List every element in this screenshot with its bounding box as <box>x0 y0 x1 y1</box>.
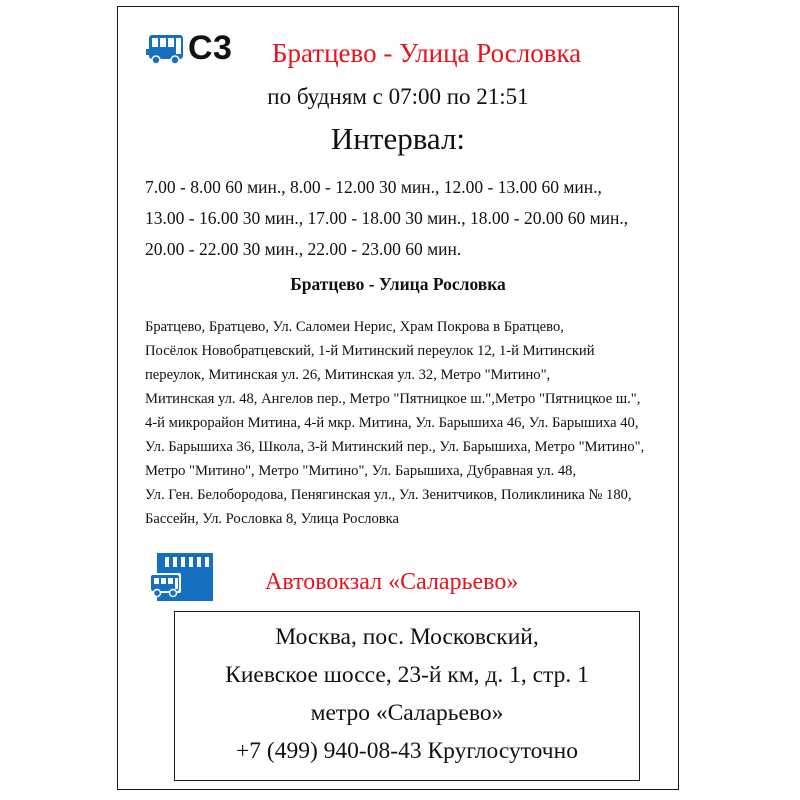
stops-title: Братцево - Улица Рословка <box>290 274 506 294</box>
stops-line: Митинская ул. 48, Ангелов пер., Метро "Пятницкое ш.",Метро "Пятницкое ш.", <box>145 391 641 407</box>
route-schedule: по будням с 07:00 по 21:51 <box>267 84 529 109</box>
interval-line: 20.00 - 22.00 30 мин., 22.00 - 23.00 60 мин. <box>145 239 462 259</box>
stops-line: 4-й микрорайон Митина, 4-й мкр. Митина, Ул. Барышиха 46, Ул. Барышиха 40, <box>145 415 639 431</box>
station-name: Автовокзал «Саларьево» <box>265 569 519 595</box>
route-info-sheet <box>117 6 679 790</box>
stops-list <box>145 315 675 531</box>
route-number: С3 <box>188 29 233 67</box>
stops-line: Посёлок Новобратцевский, 1-й Митинский переулок 12, 1-й Митинский <box>145 343 595 359</box>
stops-line: Ул. Ген. Белобородова, Пенягинская ул., Ул. Зенитчиков, Поликлиника № 180, <box>145 487 632 503</box>
address-line: метро «Саларьево» <box>310 700 504 726</box>
route-name: Братцево - Улица Рословка <box>272 38 582 68</box>
bus-icon <box>146 34 184 66</box>
station-address-box <box>174 611 640 781</box>
stops-line: Ул. Барышиха 36, Школа, 3-й Митинский пер., Ул. Барышиха, Метро "Митино", <box>145 439 645 455</box>
interval-list <box>145 172 675 265</box>
interval-line: 13.00 - 16.00 30 мин., 17.00 - 18.00 30 мин., 18.00 - 20.00 60 мин., <box>145 208 629 228</box>
stops-line: Бассейн, Ул. Рословка 8, Улица Рословка <box>145 511 400 527</box>
bus-station-icon <box>149 553 213 601</box>
interval-title: Интервал: <box>330 121 466 156</box>
address-line: Москва, пос. Московский, <box>275 624 539 650</box>
interval-line: 7.00 - 8.00 60 мин., 8.00 - 12.00 30 мин., 12.00 - 13.00 60 мин., <box>145 177 602 197</box>
stops-line: Метро "Митино", Метро "Митино", Ул. Барышиха, Дубравная ул. 48, <box>145 463 577 479</box>
stops-line: Братцево, Братцево, Ул. Саломеи Нерис, Храм Покрова в Братцево, <box>145 319 564 335</box>
address-line: Киевское шоссе, 23-й км, д. 1, стр. 1 <box>225 662 589 688</box>
stops-line: переулок, Митинская ул. 26, Митинская ул. 32, Метро "Митино", <box>145 367 551 383</box>
station-phone: +7 (499) 940-08-43 Круглосуточно <box>236 738 578 764</box>
station-address <box>175 618 639 770</box>
